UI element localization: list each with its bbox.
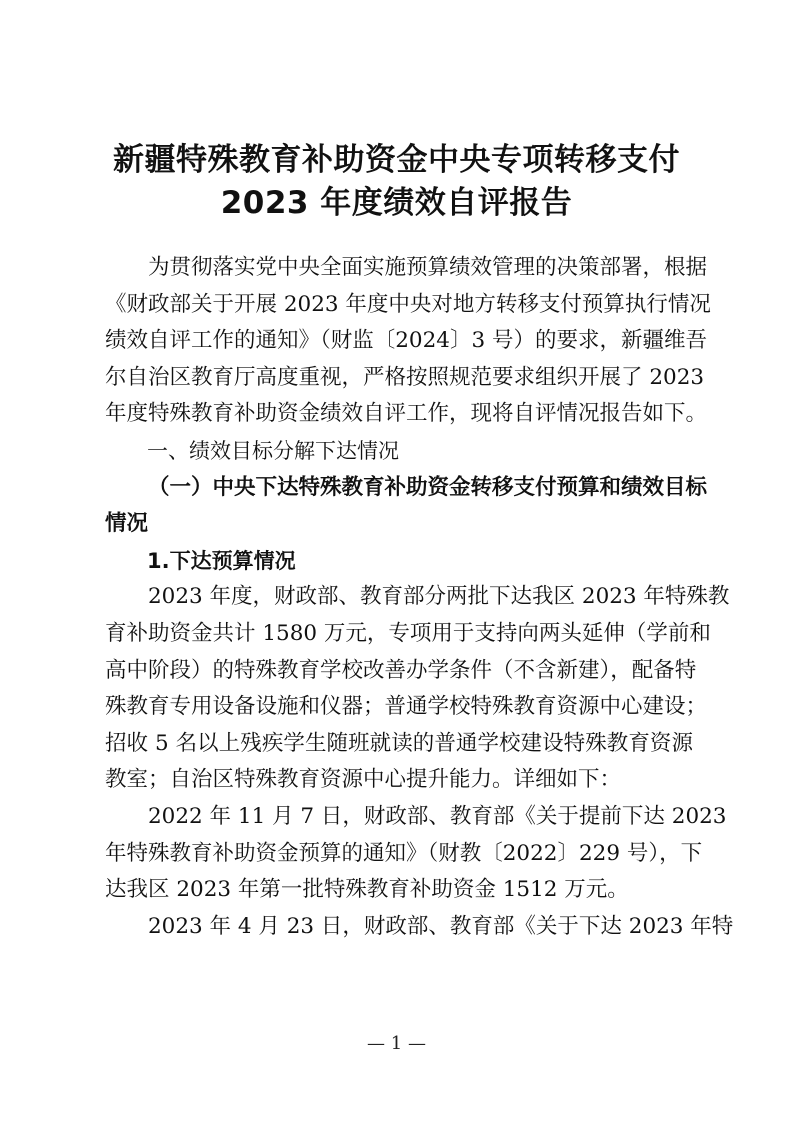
text-line: 年度特殊教育补助资金绩效自评工作，现将自评情况报告如下。 <box>105 401 708 427</box>
text-line: 情况 <box>105 511 149 537</box>
page-number: — 1 — <box>367 1033 426 1054</box>
text-line: 2023 年度，财政部、教育部分两批下达我区 2023 年特殊教 <box>148 584 730 610</box>
text-line: 育补助资金共计 1580 万元，专项用于支持向两头延伸（学前和 <box>105 620 711 646</box>
text-line: （一）中央下达特殊教育补助资金转移支付预算和绩效目标 <box>148 474 708 500</box>
text-line: 殊教育专用设备设施和仪器；普通学校特殊教育资源中心建设； <box>105 694 708 720</box>
item-heading <box>105 543 693 580</box>
section-heading-text: 一、绩效目标分解下达情况 <box>147 438 399 463</box>
document-title-line-1: 新疆特殊教育补助资金中央专项转移支付 <box>113 142 680 178</box>
text-line: 招收 5 名以上残疾学生随班就读的普通学校建设特殊教育资源 <box>105 730 693 756</box>
text-line: 2023 年 4 月 23 日，财政部、教育部《关于下达 2023 年特 <box>148 913 734 939</box>
budget-paragraph <box>105 579 730 799</box>
text-line: 达我区 2023 年第一批特殊教育补助资金 1512 万元。 <box>105 877 629 903</box>
document-body <box>105 250 734 945</box>
text-line: 教室；自治区特殊教育资源中心提升能力。详细如下： <box>105 767 622 793</box>
intro-paragraph <box>105 250 711 433</box>
text-line: 高中阶段）的特殊教育学校改善办学条件（不含新建），配备特 <box>105 657 697 683</box>
text-line: 尔自治区教育厅高度重视，严格按照规范要求组织开展了 2023 <box>105 364 705 390</box>
text-line: 《财政部关于开展 2023 年度中央对地方转移支付预算执行情况 <box>105 291 711 317</box>
text-line: 年特殊教育补助资金预算的通知》（财教〔2022〕229 号），下 <box>105 840 703 866</box>
subsection-heading <box>105 470 708 543</box>
text-line: 2022 年 11 月 7 日，财政部、教育部《关于提前下达 2023 <box>148 803 727 829</box>
text-line: 绩效自评工作的通知》（财监〔2024〕3 号）的要求，新疆维吾 <box>105 328 707 354</box>
text-line: 为贯彻落实党中央全面实施预算绩效管理的决策部署，根据 <box>148 255 708 280</box>
batch1-paragraph <box>105 799 727 909</box>
batch2-paragraph <box>105 909 734 946</box>
item-heading-text: 1.下达预算情况 <box>147 548 296 573</box>
section-heading <box>105 433 693 470</box>
document-title-line-2: 2023 年度绩效自评报告 <box>220 185 573 221</box>
